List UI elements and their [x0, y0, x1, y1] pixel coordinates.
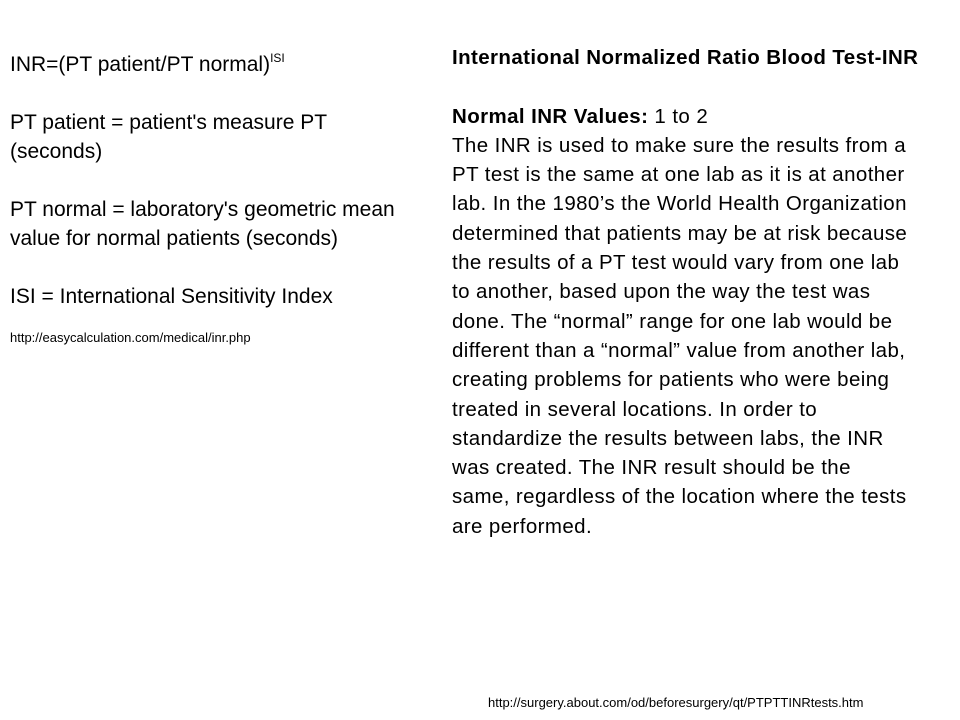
source-link-right: http://surgery.about.com/od/beforesurgery/qt/PTPTTINRtests.htm	[488, 695, 864, 710]
spacer	[452, 72, 922, 101]
inr-formula	[10, 50, 410, 79]
normal-inr-values	[452, 102, 922, 131]
pt-patient-definition: PT patient = patient's measure PT (seconds)	[10, 111, 327, 163]
normal-inr-label: Normal INR Values:	[452, 104, 649, 128]
normal-inr-range: 1 to 2	[648, 104, 709, 128]
inr-formula-exponent: ISI	[270, 51, 285, 65]
source-link-left: http://easycalculation.com/medical/inr.php	[10, 330, 251, 345]
inr-explanation: The INR is used to make sure the results from a PT test is the same at one lab as it is at another lab. In the 1980’s the World Health Organization determined that patients may be at risk because the results of a PT test would vary from one lab to another, based upon the way the test was done. The “normal” range for one lab would be different than a “normal” value from another lab, creating problems for patients who were being treated in several locations. In order to standardize the results between labs, the INR was created. The INR result should be the same, regardless of the location where the tests are performed.	[452, 133, 908, 538]
isi-definition: ISI = International Sensitivity Index	[10, 285, 333, 308]
inr-formula-text: INR=(PT patient/PT normal)	[10, 53, 271, 76]
pt-normal-definition: PT normal = laboratory's geometric mean value for normal patients (seconds)	[10, 198, 395, 250]
inr-description-panel	[452, 43, 922, 541]
inr-formula-panel	[10, 50, 410, 375]
page-title: International Normalized Ratio Blood Test-INR	[452, 46, 919, 69]
